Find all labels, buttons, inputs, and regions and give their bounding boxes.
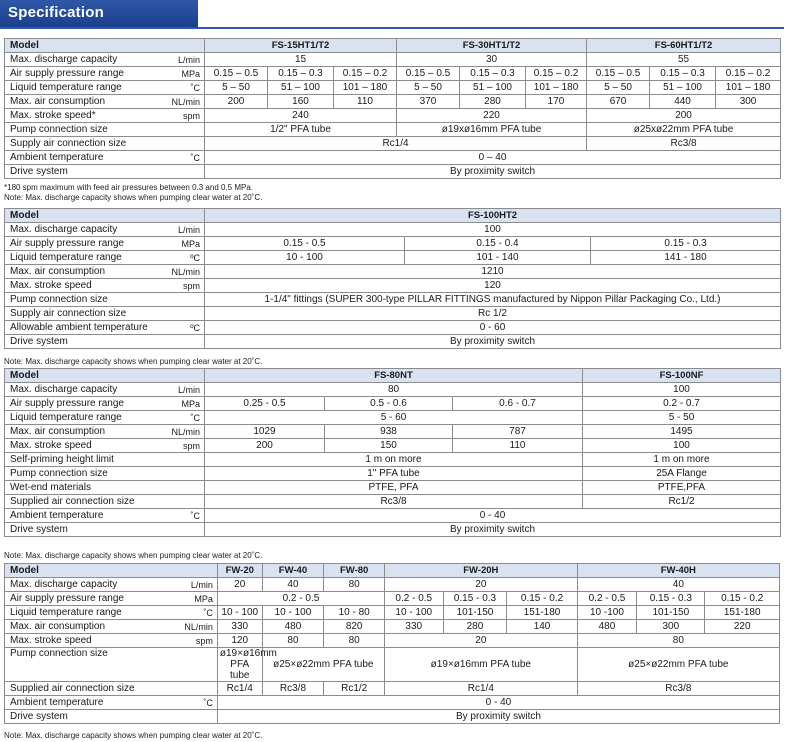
table-cell: 440 [650, 95, 716, 109]
table-row [5, 307, 781, 321]
table-row [5, 467, 781, 481]
table-cell: 51 – 100 [268, 81, 334, 95]
table-cell: ø25xø22mm PFA tube [587, 123, 781, 137]
table-cell: Rc1/4 [205, 137, 587, 151]
row-unit: MPa [156, 237, 205, 251]
model-label: Model [5, 39, 156, 53]
row-unit: L/min [156, 53, 205, 67]
row-unit [165, 710, 217, 724]
table-cell: 280 [443, 620, 507, 634]
table-cell: 80 [324, 634, 385, 648]
row-label: Liquid temperature range [5, 411, 156, 425]
table-cell: 100 [583, 383, 781, 397]
row-unit: ˚C [156, 151, 205, 165]
table-row [5, 481, 781, 495]
row-label: Air supply pressure range [5, 237, 156, 251]
section-header [0, 0, 198, 28]
spec-table-fs-80nt-100nf [4, 368, 781, 537]
row-unit: ºC [156, 321, 205, 335]
table-row [5, 321, 781, 335]
table-cell: 40 [577, 578, 779, 592]
row-unit [156, 165, 205, 179]
row-label: Pump connection size [5, 648, 166, 682]
table-cell: 5 – 50 [397, 81, 460, 95]
table-row [5, 123, 781, 137]
row-label: Drive system [5, 710, 166, 724]
table-row [5, 293, 781, 307]
table-cell: 1029 [205, 425, 325, 439]
table-cell: 151-180 [705, 606, 780, 620]
row-label: Pump connection size [5, 467, 156, 481]
row-label: Max. stroke speed* [5, 109, 156, 123]
table-cell: 51 – 100 [460, 81, 526, 95]
table-cell: 0.15 - 0.4 [405, 237, 591, 251]
row-label: Max. air consumption [5, 265, 156, 279]
table-cell: 10 - 100 [205, 251, 405, 265]
table-row [5, 682, 780, 696]
spec-table-fw [4, 563, 780, 724]
row-unit: MPa [156, 397, 205, 411]
table-cell: 15 [205, 53, 397, 67]
table-cell: ø25×ø22mm PFA tube [577, 648, 779, 682]
table-cell: 25A Flange [583, 467, 781, 481]
row-unit [156, 495, 205, 509]
row-label: Self-priming height limit [5, 453, 156, 467]
table-cell: 330 [385, 620, 444, 634]
table-cell: 0.15 – 0.2 [716, 67, 781, 81]
table-cell: 0.15 – 0.3 [650, 67, 716, 81]
table-row [5, 411, 781, 425]
table-cell: 5 – 50 [205, 81, 268, 95]
row-unit: ˚C [165, 606, 217, 620]
spec-table-fs-ht [4, 38, 781, 179]
row-unit: L/min [165, 578, 217, 592]
table-cell: 10 - 80 [324, 606, 385, 620]
table-cell: 150 [325, 439, 453, 453]
row-unit [156, 453, 205, 467]
table-row [5, 606, 780, 620]
row-label: Pump connection size [5, 123, 156, 137]
table-cell: 80 [577, 634, 779, 648]
row-unit [156, 123, 205, 137]
table-cell: 280 [460, 95, 526, 109]
row-unit [156, 293, 205, 307]
row-label: Max. discharge capacity [5, 223, 156, 237]
table-row [5, 335, 781, 349]
row-label: Drive system [5, 523, 156, 537]
table-row [5, 523, 781, 537]
table-row [5, 383, 781, 397]
row-unit: spm [156, 109, 205, 123]
table-cell: 100 [583, 439, 781, 453]
table-cell: 40 [262, 578, 324, 592]
table-cell: 0.25 - 0.5 [205, 397, 325, 411]
table-cell: 20 [217, 578, 262, 592]
table-cell: 0.2 - 0.5 [577, 592, 637, 606]
row-label: Max. stroke speed [5, 439, 156, 453]
model-name: FS-15HT1/T2 [205, 39, 397, 53]
table-cell: Rc3/8 [577, 682, 779, 696]
table-cell: 10 -100 [577, 606, 637, 620]
table-cell: 5 - 60 [205, 411, 583, 425]
footnote: Note: Max. discharge capacity shows when pumping clear water at 20˚C. [4, 193, 263, 202]
row-unit: MPa [165, 592, 217, 606]
footnote: Note: Max. discharge capacity shows when pumping clear water at 20˚C. [4, 731, 263, 740]
table-cell: 240 [205, 109, 397, 123]
table-row [5, 279, 781, 293]
model-name: FS-100NF [583, 369, 781, 383]
table-cell: By proximity switch [205, 165, 781, 179]
table-cell: 20 [385, 578, 578, 592]
row-label: Max. discharge capacity [5, 53, 156, 67]
table-cell: 938 [325, 425, 453, 439]
row-label: Supplied air connection size [5, 495, 156, 509]
row-label: Air supply pressure range [5, 397, 156, 411]
table-cell: 0.15 – 0.5 [397, 67, 460, 81]
table-cell: Rc3/8 [205, 495, 583, 509]
table-cell: 0.15 - 0.2 [705, 592, 780, 606]
table-cell: 0.15 – 0.3 [460, 67, 526, 81]
table-header-row [5, 564, 780, 578]
table-row [5, 696, 780, 710]
table-row [5, 95, 781, 109]
model-label: Model [5, 209, 156, 223]
row-label: Supply air connection size [5, 307, 156, 321]
table-cell: 200 [205, 439, 325, 453]
table-cell: 220 [705, 620, 780, 634]
table-cell: 220 [397, 109, 587, 123]
row-unit: spm [165, 634, 217, 648]
table-cell: 200 [205, 95, 268, 109]
table-cell: 330 [217, 620, 262, 634]
table-cell: Rc1/2 [324, 682, 385, 696]
table-row [5, 237, 781, 251]
table-row [5, 648, 780, 682]
table-row [5, 397, 781, 411]
section-underline [0, 27, 784, 29]
row-unit [156, 335, 205, 349]
table-cell: 1210 [205, 265, 781, 279]
footnote: *180 spm maximum with feed air pressures between 0.3 and 0.5 MPa. [4, 183, 254, 192]
table-cell: 101 – 180 [716, 81, 781, 95]
table-cell: 101-150 [443, 606, 507, 620]
row-label: Liquid temperature range [5, 81, 156, 95]
table-cell: 170 [526, 95, 587, 109]
table-row [5, 53, 781, 67]
table-cell: 1" PFA tube [205, 467, 583, 481]
table-cell: 0.15 - 0.3 [637, 592, 705, 606]
footnote: Note: Max. discharge capacity shows when pumping clear water at 20˚C. [4, 551, 263, 560]
model-name: FW-80 [324, 564, 385, 578]
row-label: Max. air consumption [5, 620, 166, 634]
table-cell: 10 - 100 [217, 606, 262, 620]
table-cell: 51 – 100 [650, 81, 716, 95]
row-label: Air supply pressure range [5, 67, 156, 81]
table-cell: 0.15 - 0.3 [591, 237, 781, 251]
table-row [5, 425, 781, 439]
footnote: Note: Max. discharge capacity shows when pumping clear water at 20˚C. [4, 357, 263, 366]
spec-table-fs-100ht2 [4, 208, 781, 349]
table-cell: 0.6 - 0.7 [453, 397, 583, 411]
table-cell: 0.15 – 0.3 [268, 67, 334, 81]
table-cell: 0.2 - 0.5 [217, 592, 384, 606]
table-cell: 300 [716, 95, 781, 109]
table-cell: 1495 [583, 425, 781, 439]
table-cell: 80 [262, 634, 324, 648]
model-name: FS-80NT [205, 369, 583, 383]
table-cell: 0.15 – 0.2 [334, 67, 397, 81]
table-cell: PTFE,PFA [583, 481, 781, 495]
row-label: Ambient temperature [5, 509, 156, 523]
row-label: Supplied air connection size [5, 682, 166, 696]
table-cell: 0.15 – 0.5 [587, 67, 650, 81]
row-label: Max. air consumption [5, 95, 156, 109]
row-unit: ˚C [156, 81, 205, 95]
table-cell: 80 [205, 383, 583, 397]
table-header-row [5, 369, 781, 383]
table-cell: 787 [453, 425, 583, 439]
table-cell: ø19×ø16mm PFA tube [217, 648, 262, 682]
table-cell: 151-180 [507, 606, 577, 620]
model-name: FW-40H [577, 564, 779, 578]
table-cell: ø25×ø22mm PFA tube [262, 648, 384, 682]
table-row [5, 223, 781, 237]
table-cell: 300 [637, 620, 705, 634]
table-cell: 0.15 – 0.5 [205, 67, 268, 81]
table-cell: 10 - 100 [262, 606, 324, 620]
table-cell: 120 [205, 279, 781, 293]
table-row [5, 592, 780, 606]
table-cell: 140 [507, 620, 577, 634]
table-row [5, 578, 780, 592]
model-name: FS-100HT2 [205, 209, 781, 223]
table-header-row [5, 209, 781, 223]
row-label: Liquid temperature range [5, 606, 166, 620]
row-label: Max. discharge capacity [5, 578, 166, 592]
row-unit: NL/min [156, 425, 205, 439]
table-cell: 200 [587, 109, 781, 123]
table-cell: 0 - 60 [205, 321, 781, 335]
table-cell: Rc1/4 [217, 682, 262, 696]
row-label: Ambient temperature [5, 151, 156, 165]
table-cell: Rc1/4 [385, 682, 578, 696]
table-cell: 80 [324, 578, 385, 592]
table-cell: 110 [334, 95, 397, 109]
table-row [5, 439, 781, 453]
table-cell: 1 m on more [583, 453, 781, 467]
row-unit: ˚C [156, 509, 205, 523]
table-row [5, 634, 780, 648]
model-name: FS-30HT1/T2 [397, 39, 587, 53]
table-row [5, 265, 781, 279]
table-cell: 370 [397, 95, 460, 109]
model-name: FW-40 [262, 564, 324, 578]
table-row [5, 151, 781, 165]
table-cell: 141 - 180 [591, 251, 781, 265]
table-cell: 110 [453, 439, 583, 453]
table-cell: Rc3/8 [262, 682, 324, 696]
row-unit: NL/min [156, 95, 205, 109]
row-label: Ambient temperature [5, 696, 166, 710]
table-cell: Rc 1/2 [205, 307, 781, 321]
table-row [5, 495, 781, 509]
section-title: Specification [8, 4, 104, 21]
table-row [5, 137, 781, 151]
table-cell: 101 – 180 [526, 81, 587, 95]
row-unit [156, 137, 205, 151]
table-cell: By proximity switch [205, 335, 781, 349]
table-cell: ø19×ø16mm PFA tube [385, 648, 578, 682]
table-cell: 820 [324, 620, 385, 634]
table-row [5, 109, 781, 123]
table-row [5, 453, 781, 467]
table-row [5, 81, 781, 95]
table-cell: 120 [217, 634, 262, 648]
table-cell: 100 [205, 223, 781, 237]
row-label: Max. discharge capacity [5, 383, 156, 397]
row-unit: ˚C [156, 411, 205, 425]
row-unit: NL/min [165, 620, 217, 634]
row-unit: spm [156, 439, 205, 453]
model-label: Model [5, 564, 166, 578]
table-cell: 0.2 - 0.7 [583, 397, 781, 411]
table-row [5, 165, 781, 179]
row-unit: spm [156, 279, 205, 293]
row-unit [165, 682, 217, 696]
row-label: Liquid temperature range [5, 251, 156, 265]
model-label: Model [5, 369, 156, 383]
table-cell: 30 [397, 53, 587, 67]
row-unit [156, 523, 205, 537]
table-cell: 101 - 140 [405, 251, 591, 265]
table-cell: By proximity switch [205, 523, 781, 537]
table-cell: PTFE, PFA [205, 481, 583, 495]
row-unit: L/min [156, 383, 205, 397]
table-cell: 480 [262, 620, 324, 634]
table-cell: 55 [587, 53, 781, 67]
row-label: Drive system [5, 165, 156, 179]
table-cell: 10 - 100 [385, 606, 444, 620]
table-cell: 20 [385, 634, 578, 648]
table-cell: 1-1/4" fittings (SUPER 300-type PILLAR FITTINGS manufactured by Nippon Pillar Packaging Co., Ltd.) [205, 293, 781, 307]
row-unit [156, 481, 205, 495]
table-cell: Rc1/2 [583, 495, 781, 509]
row-label: Drive system [5, 335, 156, 349]
table-row [5, 251, 781, 265]
table-cell: 5 - 50 [583, 411, 781, 425]
table-cell: 0.15 - 0.5 [205, 237, 405, 251]
row-unit: ºC [156, 251, 205, 265]
model-name: FS-60HT1/T2 [587, 39, 781, 53]
model-name: FW-20 [217, 564, 262, 578]
table-cell: 670 [587, 95, 650, 109]
row-label: Max. stroke speed [5, 634, 166, 648]
table-cell: 0.5 - 0.6 [325, 397, 453, 411]
row-label: Pump connection size [5, 293, 156, 307]
table-row [5, 509, 781, 523]
row-unit: ˚C [165, 696, 217, 710]
table-cell: By proximity switch [217, 710, 779, 724]
table-row [5, 620, 780, 634]
row-label: Max. stroke speed [5, 279, 156, 293]
table-cell: 0.15 - 0.2 [507, 592, 577, 606]
row-unit [156, 467, 205, 481]
row-label: Supply air connection size [5, 137, 156, 151]
table-cell: 160 [268, 95, 334, 109]
row-label: Allowable ambient temperature [5, 321, 156, 335]
row-label: Air supply pressure range [5, 592, 166, 606]
row-unit: NL/min [156, 265, 205, 279]
table-row [5, 67, 781, 81]
table-cell: 0 - 40 [217, 696, 779, 710]
row-unit: MPa [156, 67, 205, 81]
table-cell: 1 m on more [205, 453, 583, 467]
row-unit [165, 648, 217, 682]
row-label: Wet-end materials [5, 481, 156, 495]
table-cell: ø19xø16mm PFA tube [397, 123, 587, 137]
table-cell: 101-150 [637, 606, 705, 620]
table-cell: 480 [577, 620, 637, 634]
row-unit: L/min [156, 223, 205, 237]
table-cell: Rc3/8 [587, 137, 781, 151]
table-header-row [5, 39, 781, 53]
row-label: Max. air consumption [5, 425, 156, 439]
table-cell: 0 – 40 [205, 151, 781, 165]
table-row [5, 710, 780, 724]
row-unit [156, 307, 205, 321]
table-cell: 0.2 - 0.5 [385, 592, 444, 606]
table-cell: 5 – 50 [587, 81, 650, 95]
table-cell: 1/2" PFA tube [205, 123, 397, 137]
table-cell: 0.15 – 0.2 [526, 67, 587, 81]
table-cell: 0 - 40 [205, 509, 781, 523]
table-cell: 0.15 - 0.3 [443, 592, 507, 606]
table-cell: 101 – 180 [334, 81, 397, 95]
model-name: FW-20H [385, 564, 578, 578]
